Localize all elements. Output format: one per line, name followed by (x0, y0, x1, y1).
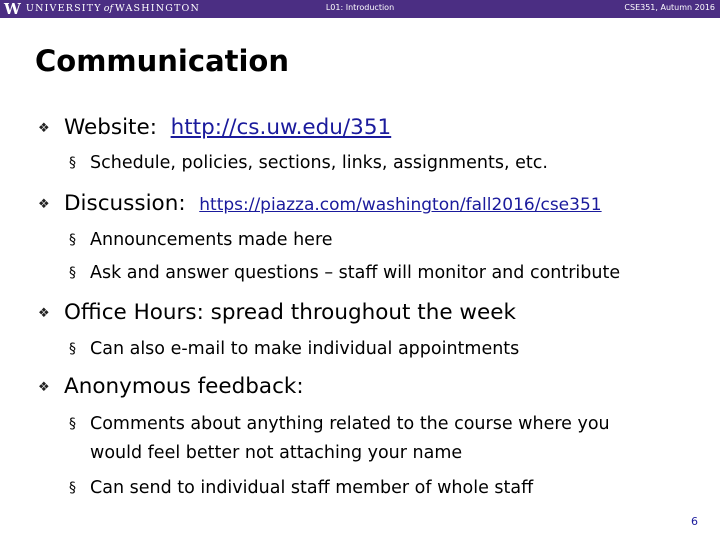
bullet-office-hours: Office Hours: spread throughout the week (64, 300, 516, 325)
lecture-title: L01: Introduction (325, 3, 395, 12)
section-bullet-icon: § (69, 155, 76, 171)
bullet-discussion: Discussion: https://piazza.com/washington/fall2016/cse351 (64, 191, 602, 216)
sub-bullet-feedback-1-cont: would feel better not attaching your name (90, 443, 463, 463)
diamond-bullet-icon: ❖ (38, 121, 50, 136)
website-link[interactable]: http://cs.uw.edu/351 (170, 115, 392, 140)
sub-bullet-feedback-1: Comments about anything related to the course where you (90, 414, 610, 434)
uw-w-mark: W (4, 0, 21, 18)
section-bullet-icon: § (69, 416, 76, 432)
section-bullet-icon: § (69, 341, 76, 357)
piazza-link[interactable]: https://piazza.com/washington/fall2016/cse351 (199, 195, 602, 215)
sub-bullet-discussion-2: Ask and answer questions – staff will monitor and contribute (90, 263, 621, 283)
sub-bullet-discussion-1: Announcements made here (90, 230, 333, 250)
section-bullet-icon: § (69, 265, 76, 281)
page-number: 6 (691, 515, 698, 528)
slide-title: Communication (35, 44, 290, 78)
sub-bullet-website-1: Schedule, policies, sections, links, assignments, etc. (90, 153, 548, 173)
section-bullet-icon: § (69, 232, 76, 248)
diamond-bullet-icon: ❖ (38, 197, 50, 212)
sub-bullet-office-hours-1: Can also e-mail to make individual appointments (90, 339, 520, 359)
header-bar (0, 0, 720, 18)
course-label: CSE351, Autumn 2016 (624, 3, 715, 12)
sub-bullet-feedback-2: Can send to individual staff member of whole staff (90, 478, 534, 498)
bullet-anonymous-feedback: Anonymous feedback: (64, 374, 304, 399)
diamond-bullet-icon: ❖ (38, 380, 50, 395)
bullet-website: Website: http://cs.uw.edu/351 (64, 115, 392, 140)
diamond-bullet-icon: ❖ (38, 306, 50, 321)
university-name: UNIVERSITY of WASHINGTON (25, 3, 201, 14)
section-bullet-icon: § (69, 480, 76, 496)
